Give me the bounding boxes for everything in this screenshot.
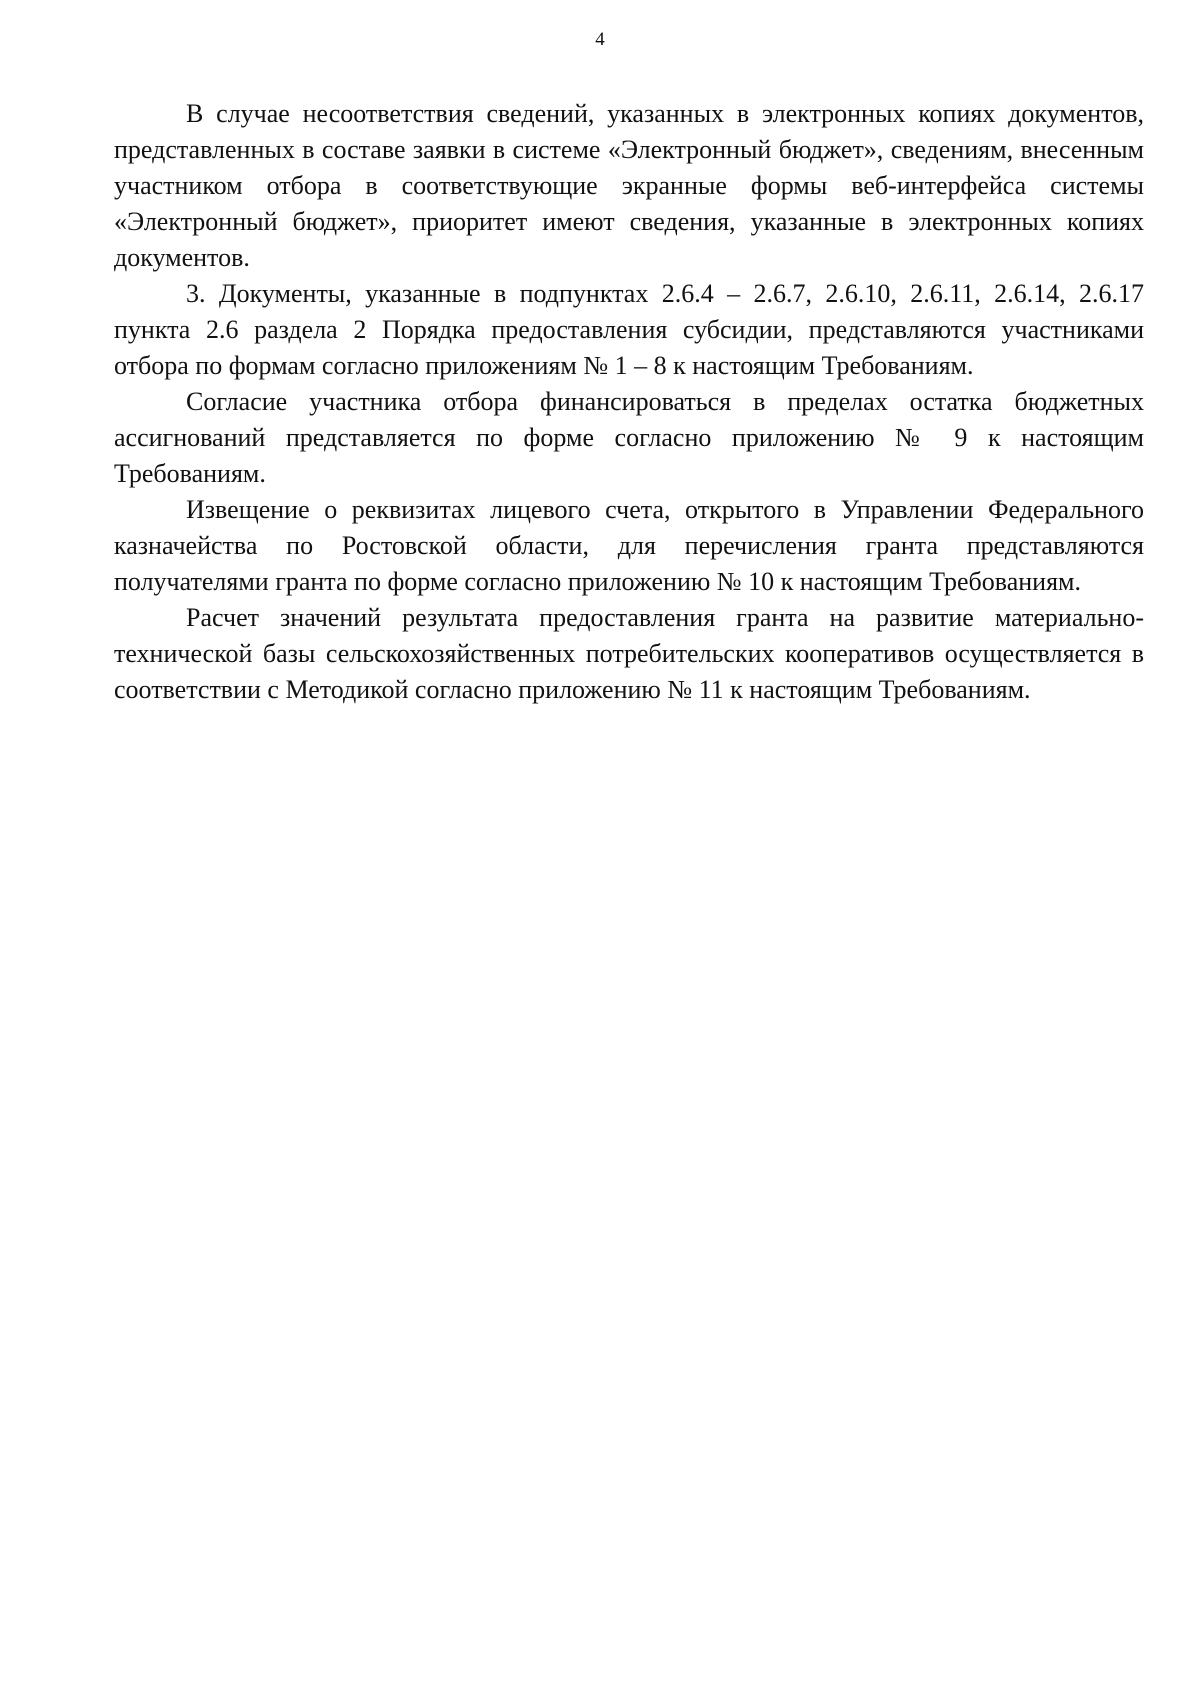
- paragraph-result-calculation: Расчет значений результата предоставления гранта на развитие материально-технической базы сельскохозяйственных потребительских кооперативов осуществляется в соответствии с Методикой согласно приложению № 11 к настоящим Требованиям.: [114, 603, 1144, 704]
- page-number: 4: [595, 29, 605, 50]
- document-body: [114, 96, 1144, 708]
- paragraph-account-notice: Извещение о реквизитах лицевого счета, открытого в Управлении Федерального казначейства по Ростовской области, для перечисления гранта представляются получателями гранта по форме согласно приложению № 10 к настоящим Требованиям.: [114, 495, 1144, 596]
- paragraph-electronic-budget-priority: В случае несоответствия сведений, указанных в электронных копиях документов, представленных в составе заявки в системе «Электронный бюджет», сведениям, внесенным участником отбора в соответствующие экранные формы веб-интерфейса системы «Электронный бюджет», приоритет имеют сведения, указанные в электронных копиях документов.: [114, 99, 1144, 272]
- paragraph-documents-forms: 3. Документы, указанные в подпунктах 2.6.4 – 2.6.7, 2.6.10, 2.6.11, 2.6.14, 2.6.17 пункта 2.6 раздела 2 Порядка предоставления субсидии, представляются участниками отбора по формам согласно приложениям № 1 – 8 к настоящим Требованиям.: [114, 279, 1144, 380]
- paragraph-consent-financing: Согласие участника отбора финансироваться в пределах остатка бюджетных ассигнований представляется по форме согласно приложению № 9 к настоящим Требованиям.: [114, 387, 1144, 488]
